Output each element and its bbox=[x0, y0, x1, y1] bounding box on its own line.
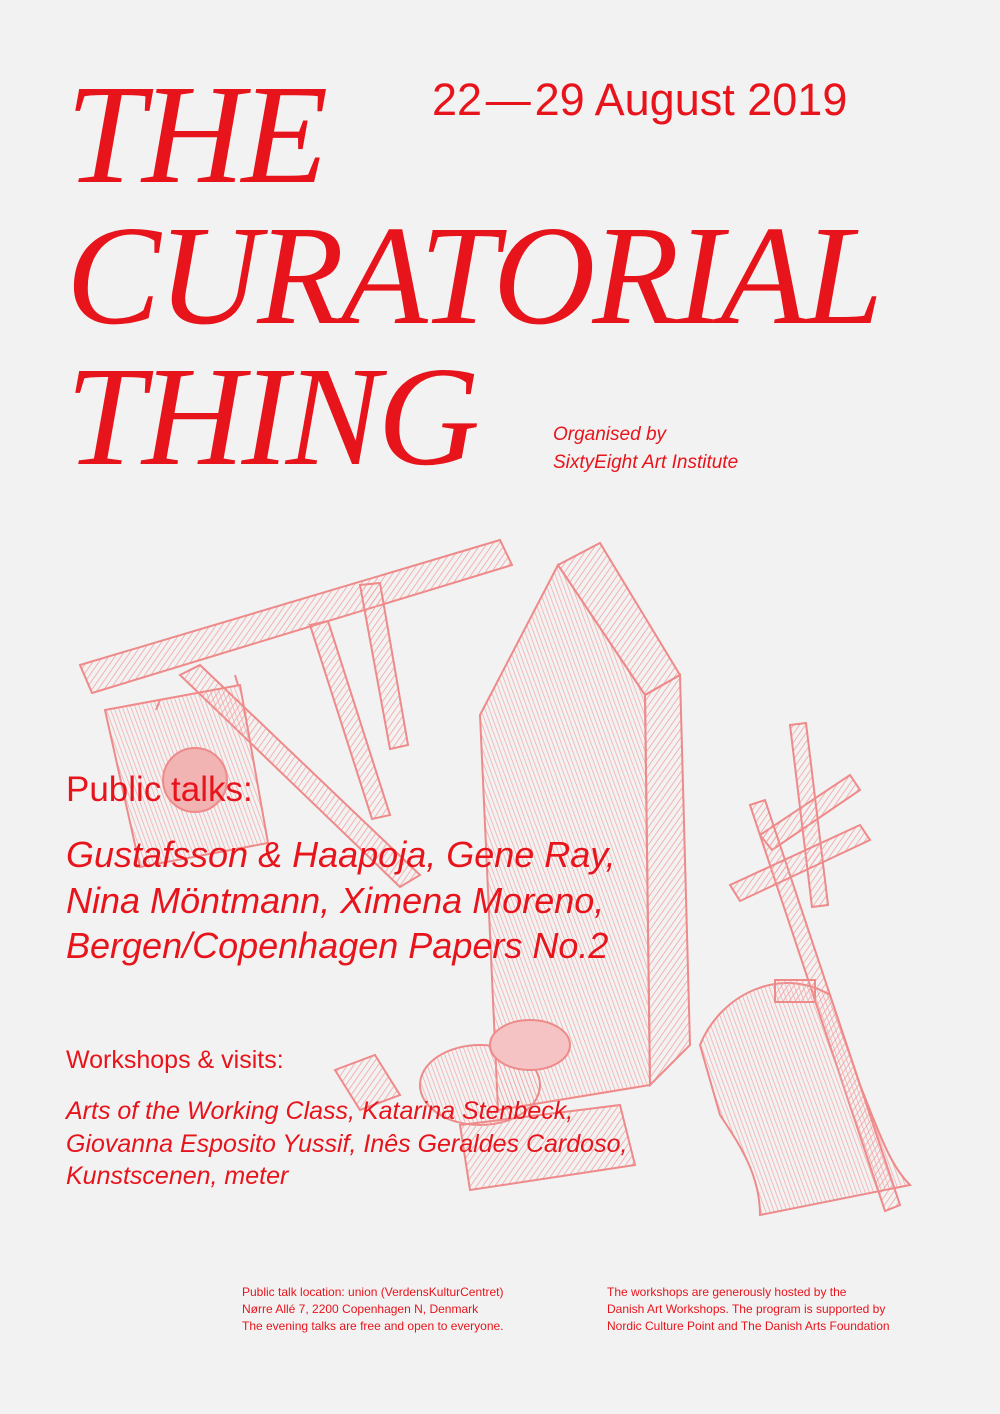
organiser-name: SixtyEight Art Institute bbox=[553, 452, 739, 473]
public-talks-speakers bbox=[66, 832, 616, 969]
public-talks-heading: Public talks: bbox=[66, 770, 253, 809]
event-dates: 22 — 29 August 2019 bbox=[432, 74, 848, 125]
organiser-label: Organised by bbox=[553, 424, 667, 445]
poster-title bbox=[66, 55, 881, 495]
title-line-3: THING bbox=[66, 337, 478, 495]
speaker-line: Nina Möntmann, Ximena Moreno, bbox=[66, 879, 605, 921]
footer-line: The evening talks are free and open to everyone. bbox=[242, 1319, 504, 1333]
footer-line: Danish Art Workshops. The program is supported by bbox=[607, 1302, 886, 1316]
footer-line: Nordic Culture Point and The Danish Arts Foundation bbox=[607, 1319, 890, 1333]
speaker-line: Gustafsson & Haapoja, Gene Ray, bbox=[66, 834, 616, 875]
footer-line: The workshops are generously hosted by the bbox=[607, 1285, 847, 1299]
workshops-heading: Workshops & visits: bbox=[66, 1046, 284, 1074]
title-line-1: THE bbox=[66, 55, 326, 213]
organiser-credit bbox=[553, 421, 738, 477]
footer-line: Nørre Allé 7, 2200 Copenhagen N, Denmark bbox=[242, 1302, 479, 1316]
participant-line: Giovanna Esposito Yussif, Inês Geraldes Cardoso, bbox=[66, 1129, 628, 1158]
title-line-2: CURATORIAL bbox=[66, 196, 881, 354]
participant-line: Arts of the Working Class, Katarina Stenbeck, bbox=[66, 1097, 574, 1125]
workshops-participants bbox=[66, 1095, 627, 1193]
speaker-line: Bergen/Copenhagen Papers No.2 bbox=[66, 925, 609, 966]
footer-line: Public talk location: union (VerdensKulturCentret) bbox=[242, 1285, 504, 1299]
bell-icon bbox=[700, 980, 910, 1215]
footer-location-info bbox=[242, 1284, 504, 1335]
footer-sponsor-info bbox=[607, 1284, 890, 1335]
participant-line: Kunstscenen, meter bbox=[66, 1162, 289, 1190]
